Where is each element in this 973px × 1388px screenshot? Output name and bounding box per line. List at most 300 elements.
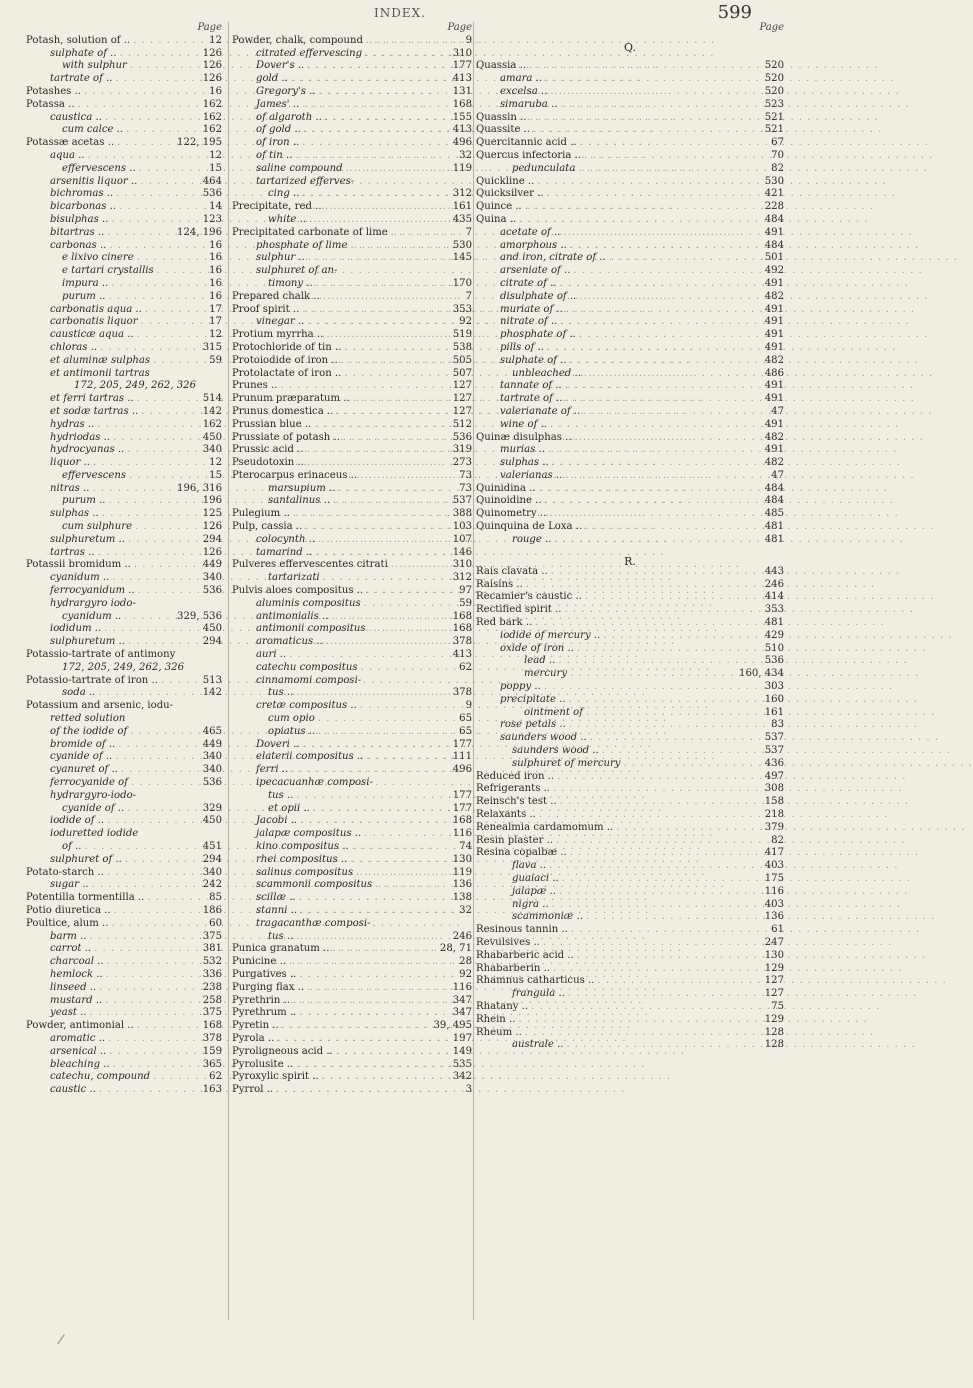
index-term: chloras .. — [50, 341, 98, 353]
index-entry — [232, 815, 472, 828]
index-entry — [476, 112, 784, 125]
dot-leader — [563, 227, 761, 240]
index-entry — [26, 1084, 222, 1097]
index-term: Rhatany .. — [476, 1000, 529, 1012]
page-reference: 375 — [202, 930, 222, 942]
page-reference: 519 — [452, 329, 472, 341]
index-entry — [232, 508, 472, 521]
index-entry — [476, 1027, 784, 1040]
index-term: jalapæ .. — [512, 885, 556, 897]
index-term: Pyrethrum .. — [232, 1007, 297, 1019]
dot-leader — [137, 329, 207, 342]
index-term: bitartras .. — [50, 226, 105, 238]
page-reference: 536 — [452, 431, 472, 443]
page-reference: 242 — [202, 879, 222, 891]
page-reference: 246 — [764, 578, 784, 590]
index-entry — [26, 931, 222, 944]
index-term: rhei compositus .. — [256, 853, 348, 865]
index-term: scammoniæ .. — [512, 911, 583, 923]
index-entry — [26, 1020, 222, 1033]
index-entry — [26, 713, 222, 726]
index-term: salinus compositus — [256, 866, 354, 878]
index-entry — [26, 278, 222, 291]
index-column-2 — [232, 22, 472, 1097]
index-entry — [232, 905, 472, 918]
index-entry — [476, 521, 784, 534]
index-term: Raisins .. — [476, 578, 523, 590]
index-term: scammonii compositus — [256, 879, 373, 891]
dot-leader — [366, 585, 456, 598]
dot-leader — [137, 1020, 200, 1033]
page-reference: 14 — [209, 201, 222, 213]
index-term: simaruba .. — [500, 98, 558, 110]
index-term: et sodæ tartras .. — [50, 405, 139, 417]
index-term: Pyrethrin .. — [232, 994, 291, 1006]
index-term: tus .. — [268, 930, 294, 942]
page-reference: 126 — [202, 546, 222, 558]
index-term: ioduretted iodide — [50, 828, 139, 840]
page-reference: 497 — [764, 770, 784, 782]
page-reference: 60 — [209, 917, 222, 929]
index-term: saline compound — [256, 162, 343, 174]
index-term: et opii .. — [268, 802, 310, 814]
dot-leader — [291, 73, 450, 86]
index-entry — [232, 227, 472, 240]
page-reference: 168 — [452, 610, 472, 622]
dot-leader — [343, 432, 450, 445]
index-entry — [476, 137, 784, 150]
index-term: and iron, citrate of .. — [500, 252, 606, 264]
index-term: of tin .. — [256, 149, 293, 161]
index-term: cing .. — [268, 188, 300, 200]
index-term: Potentilla tormentilla .. — [26, 892, 145, 904]
index-term: citrated effervescing — [256, 47, 363, 59]
index-term: Punica granatum .. — [232, 943, 330, 955]
index-term: ferri .. — [256, 764, 289, 776]
dot-leader — [548, 444, 762, 457]
index-term: caustica .. — [50, 111, 102, 123]
dot-leader — [99, 1084, 200, 1097]
page-reference: 520 — [764, 60, 784, 72]
index-entry — [26, 150, 222, 163]
index-entry — [26, 675, 222, 688]
dot-leader — [99, 982, 200, 995]
page-reference: 413 — [452, 124, 472, 136]
index-entry — [26, 905, 222, 918]
page-reference: 161 — [452, 201, 472, 213]
dot-leader — [141, 406, 199, 419]
dot-leader — [533, 124, 762, 137]
index-term: rouge .. — [512, 533, 552, 545]
index-entry — [476, 150, 784, 163]
index-entry — [476, 316, 784, 329]
index-entry — [26, 1046, 222, 1059]
index-entry — [232, 406, 472, 419]
index-term: Pulegium .. — [232, 508, 290, 520]
index-term: Relaxants .. — [476, 809, 536, 820]
page-reference: 92 — [459, 316, 472, 328]
page-reference: 158 — [764, 796, 784, 808]
index-term: Quassia .. — [476, 60, 527, 72]
dot-leader — [307, 444, 450, 457]
dot-leader — [375, 879, 449, 892]
index-term: jalapæ compositus .. — [256, 828, 362, 840]
index-entry — [476, 368, 784, 381]
index-entry — [476, 355, 784, 368]
index-entry — [26, 828, 222, 841]
page-reference: 340 — [202, 751, 222, 763]
index-term: Reinsch's test .. — [476, 796, 557, 808]
index-entry — [232, 1046, 472, 1059]
index-entry — [26, 969, 222, 982]
index-term: antimonialis .. — [256, 610, 329, 622]
index-entry — [232, 649, 472, 662]
index-entry — [476, 86, 784, 99]
dot-leader — [566, 1039, 761, 1052]
index-term: Rhamnus catharticus .. — [476, 975, 595, 987]
dot-leader — [554, 534, 761, 547]
index-term: Pulp, cassia .. — [232, 521, 303, 533]
index-entry — [232, 879, 472, 892]
page-reference: 484 — [764, 482, 784, 494]
dot-leader — [603, 630, 761, 643]
page-reference: 107 — [452, 533, 472, 545]
dot-leader — [113, 1059, 200, 1072]
page-reference: 491 — [764, 418, 784, 430]
dot-leader — [135, 521, 200, 534]
dot-leader — [307, 982, 450, 995]
dot-leader — [350, 854, 449, 867]
index-entry — [476, 899, 784, 912]
dot-leader — [313, 803, 450, 816]
index-term: acetate of .. — [500, 226, 561, 238]
page-reference: 82 — [771, 162, 784, 174]
index-entry — [26, 700, 222, 713]
index-entry — [26, 73, 222, 86]
dot-leader — [115, 73, 199, 86]
index-entry — [232, 521, 472, 534]
dot-leader — [108, 1033, 200, 1046]
index-term: purum .. — [62, 495, 106, 507]
index-entry — [232, 611, 472, 624]
page-reference: 130 — [452, 853, 472, 865]
page-reference: 342 — [452, 1071, 472, 1083]
dot-leader — [530, 112, 762, 125]
page-reference: 17 — [209, 303, 222, 315]
dot-leader — [303, 739, 450, 752]
page-reference: 482 — [764, 290, 784, 302]
index-term: e lixivo cinere — [62, 252, 134, 264]
index-term: bleaching .. — [50, 1058, 110, 1070]
index-term: saunders wood .. — [500, 732, 587, 744]
page-reference: 513 — [202, 674, 222, 686]
index-entry — [476, 847, 784, 860]
dot-leader — [353, 393, 450, 406]
index-term: yeast .. — [50, 1007, 87, 1019]
index-entry — [476, 758, 784, 771]
index-term: Gregory's .. — [256, 85, 316, 97]
dot-leader — [553, 963, 762, 976]
page-reference: 126 — [202, 60, 222, 72]
index-entry — [26, 163, 222, 176]
page-reference: 168 — [202, 1020, 222, 1032]
index-term: et ferri tartras .. — [50, 393, 134, 405]
page-reference: 16 — [209, 290, 222, 302]
dot-leader — [590, 732, 762, 745]
dot-leader — [556, 835, 768, 848]
dot-leader — [98, 687, 199, 700]
page-reference: 196, 316 — [177, 482, 222, 494]
page-reference: 340 — [202, 572, 222, 584]
index-entry — [232, 598, 472, 611]
index-term: aromaticus .. — [256, 636, 323, 648]
index-term: Resina copaibæ .. — [476, 847, 567, 859]
dot-leader — [559, 886, 762, 899]
index-term: Pyroligneous acid .. — [232, 1045, 333, 1057]
dot-leader — [100, 342, 200, 355]
dot-leader — [356, 867, 450, 880]
index-term: Red bark .. — [476, 617, 533, 629]
index-entry — [476, 566, 784, 579]
index-term: carrot .. — [50, 943, 92, 955]
index-entry — [232, 892, 472, 905]
index-entry — [26, 918, 222, 931]
page-reference: 159 — [202, 1045, 222, 1057]
index-term: tus .. — [268, 789, 294, 801]
index-term: Pseudotoxin .. — [232, 457, 304, 469]
index-entry — [26, 815, 222, 828]
index-term: of gold .. — [256, 124, 301, 136]
dot-leader — [128, 534, 200, 547]
dot-leader — [90, 1007, 200, 1020]
dot-leader — [92, 483, 174, 496]
index-term: purum .. — [62, 290, 106, 302]
page-reference: 138 — [452, 892, 472, 904]
page-number: 599 — [717, 2, 752, 23]
index-entry — [232, 726, 472, 739]
dot-leader — [577, 643, 762, 656]
dot-leader — [545, 73, 762, 86]
page-reference: 3 — [465, 1084, 472, 1096]
index-entry — [476, 214, 784, 227]
dot-leader — [568, 988, 762, 1001]
index-term: stanni .. — [256, 904, 298, 916]
page-reference: 312 — [452, 572, 472, 584]
dot-leader — [547, 188, 762, 201]
index-entry — [26, 483, 222, 496]
index-entry — [232, 470, 472, 483]
dot-leader — [138, 585, 200, 598]
index-term: Purgatives .. — [232, 968, 297, 980]
index-entry — [26, 841, 222, 854]
page-reference: 142 — [202, 405, 222, 417]
page-reference: 125 — [202, 508, 222, 520]
dot-leader — [557, 771, 762, 784]
index-term: nitras .. — [50, 482, 90, 494]
index-term: Potassium and arsenic, iodu- — [26, 700, 174, 712]
dot-leader — [115, 751, 200, 764]
dot-leader — [127, 803, 200, 816]
dot-leader — [307, 457, 450, 470]
page-reference: 347 — [452, 994, 472, 1006]
index-entry — [26, 726, 222, 739]
dot-leader — [531, 1001, 768, 1014]
index-term: Recamier's caustic .. — [476, 591, 582, 603]
dot-leader — [131, 777, 200, 790]
page-reference: 443 — [764, 565, 784, 577]
index-entry — [232, 240, 472, 253]
index-entry — [26, 240, 222, 253]
page-reference: 136 — [764, 911, 784, 923]
index-term: Quickline .. — [476, 175, 535, 187]
index-entry — [232, 265, 472, 278]
page-reference: 127 — [764, 988, 784, 1000]
page-reference: 129 — [764, 962, 784, 974]
index-entry — [476, 783, 784, 796]
index-term: Prussiate of potash .. — [232, 431, 340, 443]
dot-leader — [124, 611, 174, 624]
page-reference: 536 — [202, 585, 222, 597]
index-term: white .. — [268, 213, 307, 225]
page-heading: Page — [197, 22, 222, 33]
index-term: sulphuret of .. — [50, 853, 122, 865]
index-term: Quinæ disulphas .. — [476, 431, 572, 443]
page-reference: 16 — [209, 239, 222, 251]
page-reference: 414 — [764, 591, 784, 603]
index-entry — [232, 432, 472, 445]
page-reference: 532 — [202, 956, 222, 968]
index-term: nitrate of .. — [500, 316, 558, 328]
index-term: sulphate of .. — [50, 47, 117, 59]
index-entry — [26, 995, 222, 1008]
index-term: Proof spirit .. — [232, 303, 300, 315]
index-term: ipecacuanhæ composi- — [256, 777, 373, 789]
dot-leader — [109, 495, 200, 508]
index-entry — [26, 60, 222, 73]
page-reference: 484 — [764, 239, 784, 251]
dot-leader — [140, 176, 199, 189]
index-entry — [26, 751, 222, 764]
index-entry — [476, 329, 784, 342]
page-reference: 451 — [202, 841, 222, 852]
index-term: excelsa .. — [500, 85, 548, 97]
page-reference: 16 — [209, 252, 222, 264]
index-term: tartrate of .. — [500, 393, 563, 405]
page-reference: 521 — [764, 111, 784, 123]
page-reference: 218 — [764, 809, 784, 820]
page-reference: 421 — [764, 188, 784, 200]
index-term: precipitate .. — [500, 693, 566, 705]
index-term: Quina .. — [476, 213, 517, 225]
index-term: unbleached .. — [512, 367, 581, 379]
dot-leader — [293, 508, 450, 521]
index-term: tartras .. — [50, 546, 95, 558]
index-entry — [476, 483, 784, 496]
dot-leader — [325, 201, 450, 214]
page-reference: 73 — [459, 482, 472, 494]
index-entry — [232, 1007, 472, 1020]
index-term: Pyrrol .. — [232, 1084, 274, 1096]
dot-leader — [277, 1033, 449, 1046]
index-entry — [26, 649, 222, 662]
index-entry — [26, 35, 222, 48]
page-reference: 496 — [452, 764, 472, 776]
page-reference: 130 — [764, 949, 784, 961]
index-term: sulphuretum .. — [50, 636, 125, 648]
page-reference: 127 — [452, 405, 472, 417]
index-entry — [232, 623, 472, 636]
dot-leader — [559, 278, 761, 291]
page-reference: 146 — [452, 546, 472, 558]
dot-leader — [302, 137, 449, 150]
dot-leader — [308, 252, 450, 265]
index-entry — [476, 591, 784, 604]
index-term: Reduced iron .. — [476, 770, 555, 782]
section-letter-q: Q. — [624, 40, 636, 54]
page-reference: 136 — [452, 879, 472, 891]
index-entry — [476, 291, 784, 304]
index-entry — [26, 304, 222, 317]
page-reference: 378 — [202, 1032, 222, 1044]
index-entry — [232, 252, 472, 265]
page-reference: 258 — [202, 994, 222, 1006]
dot-leader — [282, 1020, 431, 1033]
dot-leader — [107, 956, 200, 969]
page-reference: 492 — [764, 265, 784, 277]
page-reference: 128 — [764, 1026, 784, 1038]
dot-leader — [565, 604, 762, 617]
page-reference: 126 — [202, 521, 222, 533]
index-term: of .. — [62, 841, 82, 852]
dot-leader — [552, 899, 762, 912]
page-reference: 496 — [452, 137, 472, 149]
index-term: phosphate of lime — [256, 239, 348, 251]
dot-leader — [560, 99, 761, 112]
page-reference: 365 — [202, 1058, 222, 1070]
dot-leader — [300, 815, 450, 828]
index-term: Doveri .. — [256, 738, 300, 750]
index-term: Pulveres effervescentes citrati — [232, 559, 388, 571]
page-reference: 378 — [452, 636, 472, 648]
page-reference: 340 — [202, 764, 222, 776]
index-term: Protolactate of iron .. — [232, 367, 342, 379]
dot-leader — [315, 547, 449, 560]
dot-leader — [336, 1046, 450, 1059]
index-term: Precipitated carbonate of lime — [232, 226, 388, 238]
page-reference: 73 — [459, 469, 472, 481]
index-term: Quassin .. — [476, 111, 527, 123]
page-reference: 9 — [465, 700, 472, 712]
index-entry — [26, 943, 222, 956]
dot-leader — [518, 1014, 761, 1027]
page-reference: 197 — [452, 1032, 472, 1044]
dot-leader — [114, 905, 200, 918]
index-entry — [232, 48, 472, 61]
index-term: Potassa .. — [26, 98, 75, 110]
page-reference: 536 — [764, 655, 784, 667]
index-entry — [26, 1033, 222, 1046]
page-reference: 353 — [764, 604, 784, 616]
index-term: impura .. — [62, 277, 109, 289]
index-entry — [232, 1059, 472, 1072]
index-entry — [476, 681, 784, 694]
page-reference: 126 — [202, 47, 222, 59]
index-entry — [232, 291, 472, 304]
page-reference: 486 — [764, 367, 784, 379]
index-term: Prunus domestica .. — [232, 405, 334, 417]
index-term: kino compositus .. — [256, 841, 349, 852]
dot-leader — [526, 579, 762, 592]
